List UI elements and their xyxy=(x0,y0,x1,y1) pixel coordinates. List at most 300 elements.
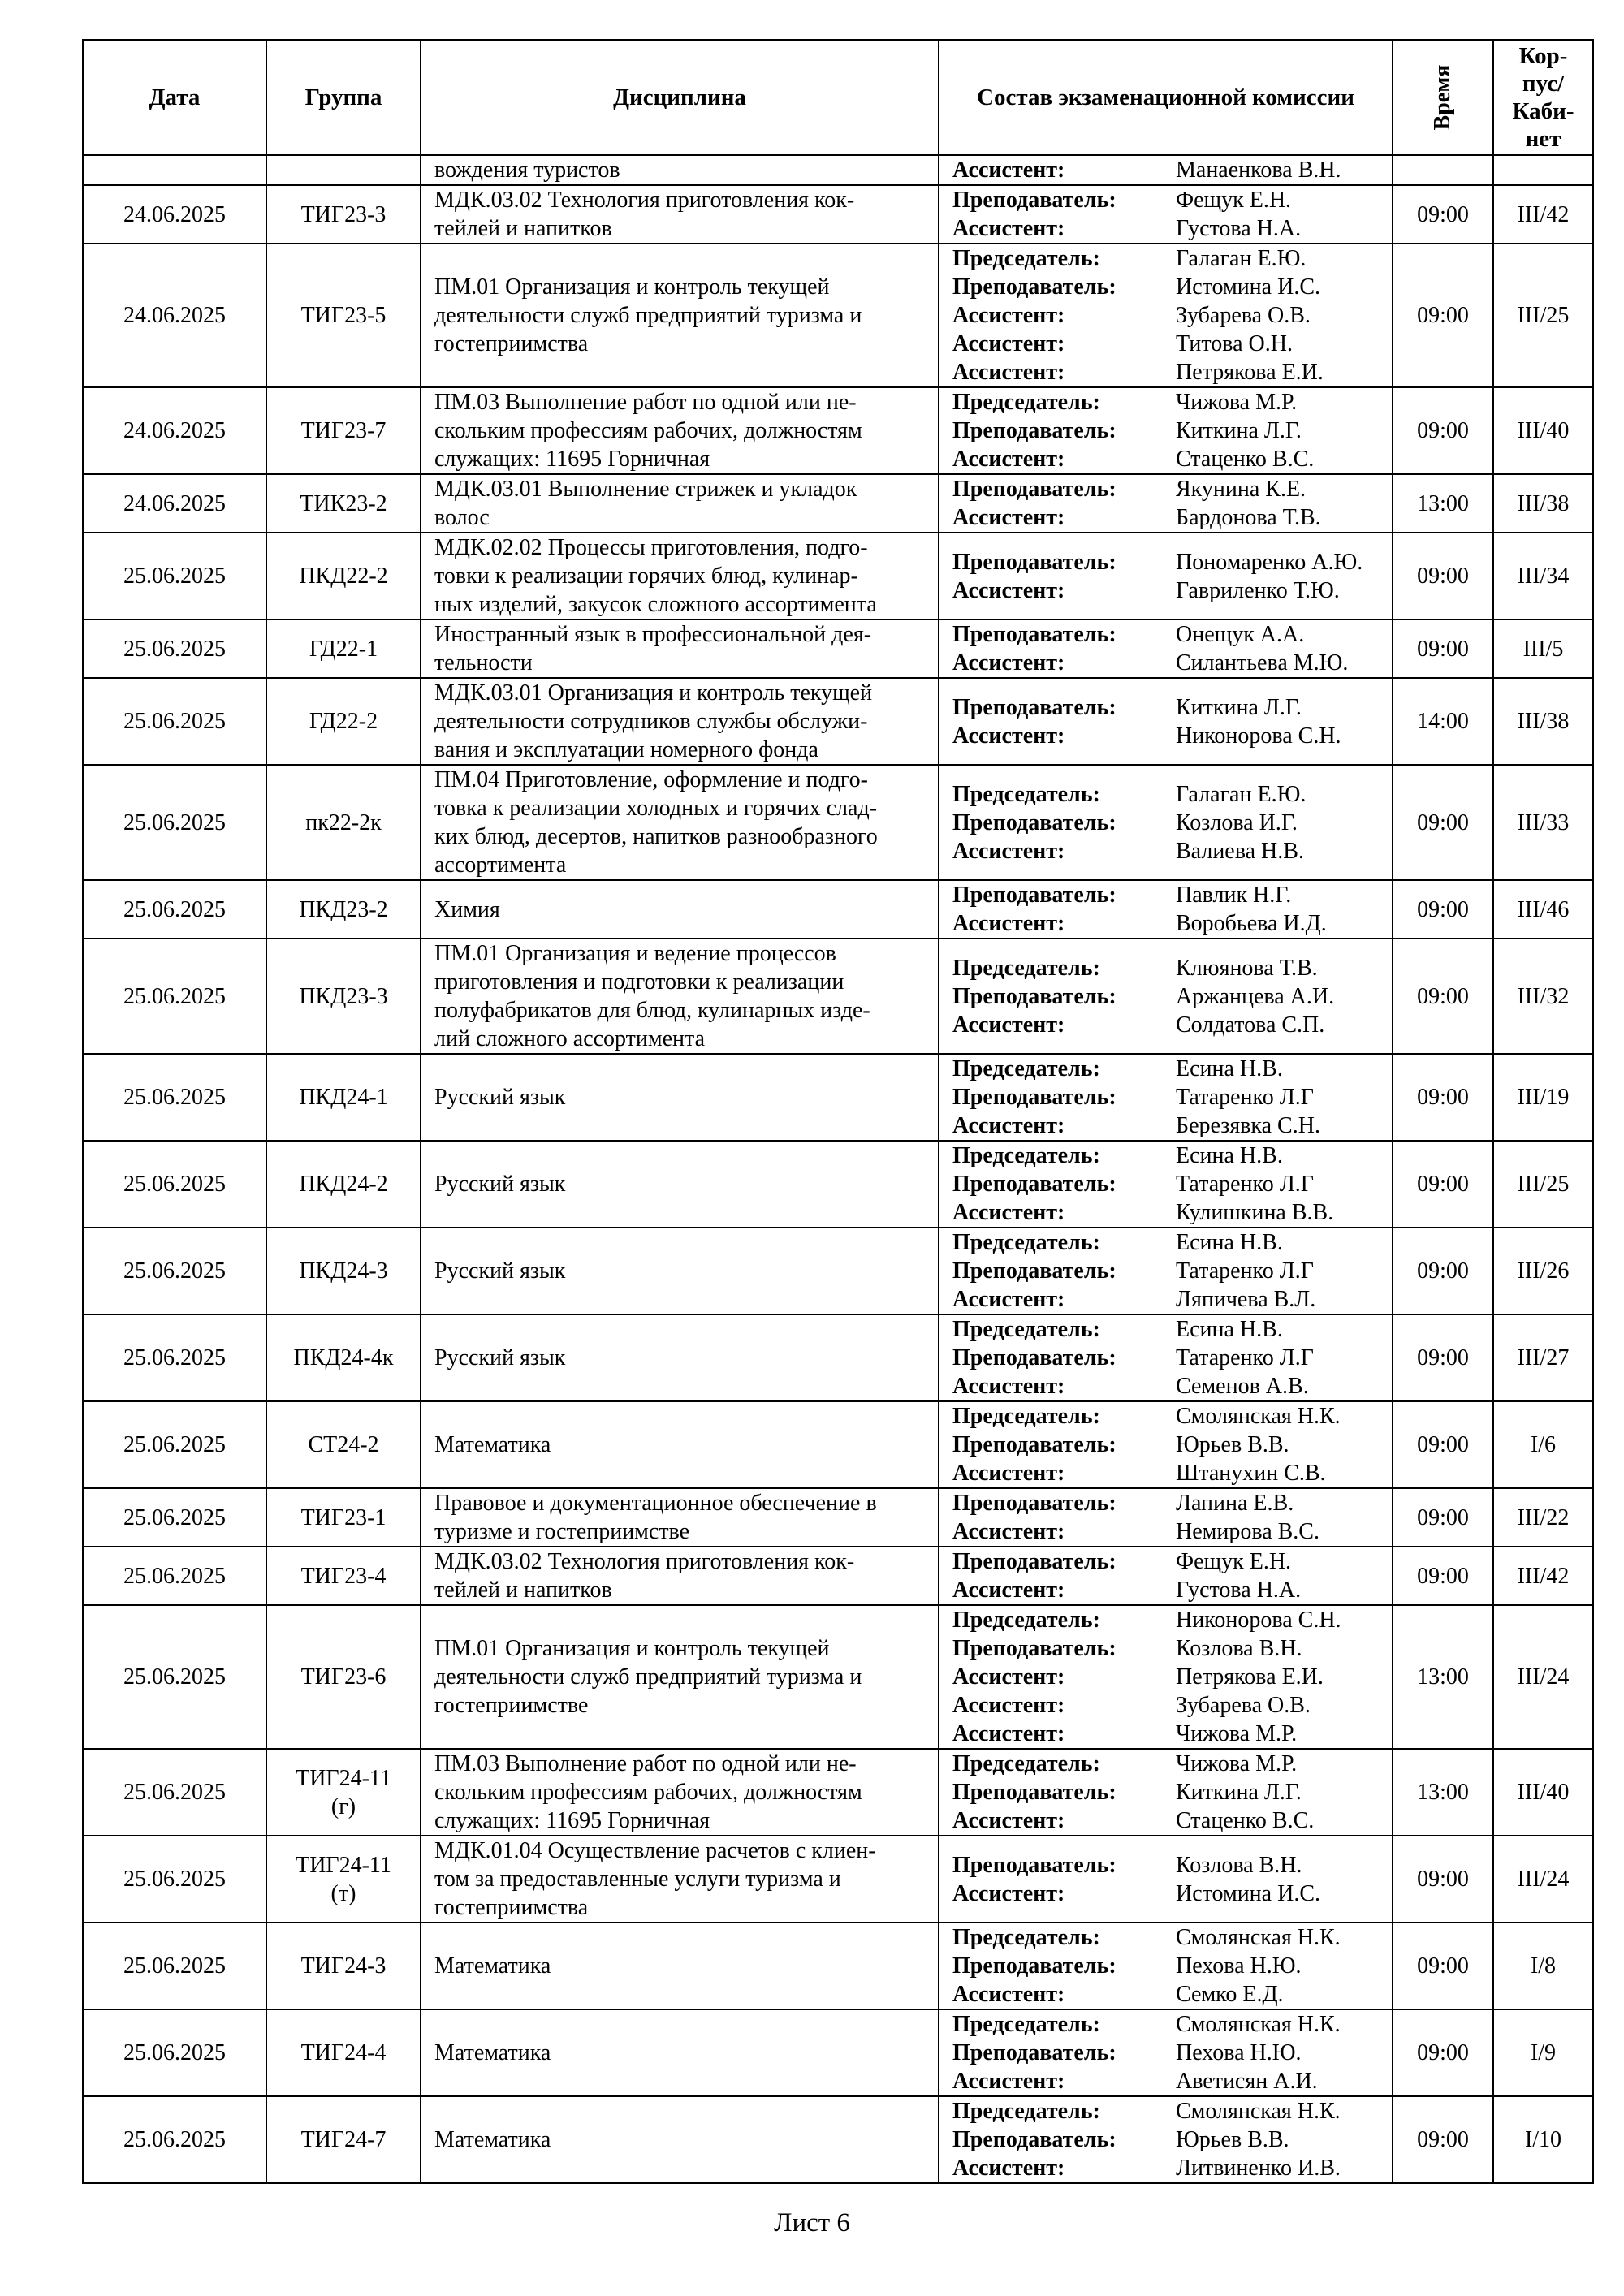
discipline-line: гостеприимства xyxy=(434,1895,589,1920)
member-name: Татаренко Л.Г xyxy=(1176,1172,1314,1197)
group-cell xyxy=(266,939,421,1054)
discipline-cell xyxy=(421,1923,939,2009)
time-cell xyxy=(1393,1749,1493,1836)
member-role: Ассистент: xyxy=(952,650,1065,675)
room-text: III/27 xyxy=(1517,1345,1570,1370)
discipline-line: тейлей и напитков xyxy=(434,216,612,241)
discipline-line: полуфабрикатов для блюд, кулинарных изде- xyxy=(434,998,870,1023)
member-role: Председатель: xyxy=(952,1230,1100,1255)
group-text: ГД22-1 xyxy=(309,636,378,662)
date-text: 25.06.2025 xyxy=(123,1953,226,1979)
room-text: I/10 xyxy=(1524,2127,1562,2152)
commission-member xyxy=(952,881,1392,909)
commission-member xyxy=(952,1880,1392,1908)
discipline-line: МДК.03.01 Выполнение стрижек и укладок xyxy=(434,477,857,502)
member-name: Истомина И.С. xyxy=(1176,1880,1320,1906)
room-cell xyxy=(1493,1605,1593,1749)
member-role: Ассистент: xyxy=(952,1721,1065,1746)
commission-member xyxy=(952,301,1392,330)
date-text: 25.06.2025 xyxy=(123,1504,226,1530)
group-text: ТИГ24-11 xyxy=(296,1765,391,1791)
member-name: Павлик Н.Г. xyxy=(1176,883,1292,908)
member-role: Ассистент: xyxy=(952,303,1065,328)
room-text: III/42 xyxy=(1517,201,1570,227)
time-text: 09:00 xyxy=(1417,2040,1469,2065)
member-name: Юрьев В.В. xyxy=(1176,2127,1289,2152)
member-name: Чижова М.Р. xyxy=(1176,1751,1298,1776)
commission-member xyxy=(952,1489,1392,1517)
member-name: Галаган Е.Ю. xyxy=(1176,781,1307,807)
discipline-line: ПМ.03 Выполнение работ по одной или не- xyxy=(434,1751,857,1776)
member-role: Ассистент: xyxy=(952,1012,1065,1038)
discipline-line: том за предоставленные услуги туризма и xyxy=(434,1867,841,1892)
commission-member xyxy=(952,358,1392,386)
commission-member xyxy=(952,1257,1392,1285)
discipline-line: вождения туристов xyxy=(434,158,620,183)
group-cell xyxy=(266,1228,421,1314)
table-row xyxy=(83,155,1593,185)
commission-cell xyxy=(939,1605,1393,1749)
member-name: Зубарева О.В. xyxy=(1176,1693,1311,1718)
commission-member xyxy=(952,1111,1392,1140)
table-row xyxy=(83,880,1593,939)
date-text: 25.06.2025 xyxy=(123,1258,226,1284)
commission-cell xyxy=(939,1228,1393,1314)
commission-member xyxy=(952,2010,1392,2039)
time-text: 09:00 xyxy=(1417,2127,1469,2152)
member-name: Чижова М.Р. xyxy=(1176,390,1298,415)
member-role: Ассистент: xyxy=(952,1374,1065,1399)
discipline-line: служащих: 11695 Горничная xyxy=(434,447,710,472)
room-cell xyxy=(1493,880,1593,939)
room-cell xyxy=(1493,1923,1593,2009)
room-cell xyxy=(1493,474,1593,533)
discipline-line: деятельности служб предприятий туризма и xyxy=(434,303,862,328)
commission-cell xyxy=(939,387,1393,474)
group-text: ТИГ23-7 xyxy=(300,418,387,443)
member-name: Есина Н.В. xyxy=(1176,1056,1283,1081)
commission-cell xyxy=(939,244,1393,387)
discipline-line: Русский язык xyxy=(434,1345,566,1370)
member-role: Ассистент: xyxy=(952,1982,1065,2007)
discipline-cell xyxy=(421,1141,939,1228)
commission-cell xyxy=(939,1547,1393,1605)
member-name: Валиева Н.В. xyxy=(1176,838,1304,864)
time-cell xyxy=(1393,1547,1493,1605)
group-text: ТИГ23-1 xyxy=(300,1504,387,1530)
date-cell xyxy=(83,2096,266,2183)
commission-cell xyxy=(939,1836,1393,1923)
commission-member xyxy=(952,576,1392,605)
member-role: Председатель: xyxy=(952,1056,1100,1081)
date-text: 25.06.2025 xyxy=(123,896,226,922)
header-group: Группа xyxy=(266,40,421,155)
commission-cell xyxy=(939,1749,1393,1836)
table-row xyxy=(83,765,1593,880)
group-cell xyxy=(266,2096,421,2183)
commission-member xyxy=(952,548,1392,576)
group-cell xyxy=(266,1401,421,1488)
discipline-line: гостеприимства xyxy=(434,331,589,356)
header-commission: Состав экзаменационной комиссии xyxy=(939,40,1393,155)
group-text: ТИГ24-11 xyxy=(296,1852,391,1878)
room-text: III/46 xyxy=(1517,896,1570,922)
discipline-cell xyxy=(421,533,939,619)
room-text: III/25 xyxy=(1517,1172,1570,1197)
member-name: Якунина К.Е. xyxy=(1176,477,1307,502)
member-role: Ассистент: xyxy=(952,360,1065,385)
date-text: 25.06.2025 xyxy=(123,1345,226,1370)
date-cell xyxy=(83,1141,266,1228)
member-role: Преподаватель: xyxy=(952,622,1116,647)
member-name: Фещук Е.Н. xyxy=(1176,1549,1292,1574)
member-name: Лапина Е.В. xyxy=(1176,1491,1294,1516)
date-cell xyxy=(83,1836,266,1923)
member-role: Преподаватель: xyxy=(952,418,1116,443)
member-role: Преподаватель: xyxy=(952,1549,1116,1574)
member-role: Преподаватель: xyxy=(952,883,1116,908)
group-cell xyxy=(266,1141,421,1228)
commission-member xyxy=(952,2154,1392,2182)
discipline-cell xyxy=(421,1401,939,1488)
commission-member xyxy=(952,1634,1392,1663)
member-role: Преподаватель: xyxy=(952,1345,1116,1370)
room-cell xyxy=(1493,1836,1593,1923)
time-cell xyxy=(1393,244,1493,387)
room-text: III/22 xyxy=(1517,1504,1570,1530)
time-cell xyxy=(1393,2009,1493,2096)
commission-member xyxy=(952,1372,1392,1400)
time-cell xyxy=(1393,1488,1493,1547)
member-name: Стаценко В.С. xyxy=(1176,447,1315,472)
group-cell xyxy=(266,678,421,765)
commission-member xyxy=(952,1778,1392,1806)
member-role: Преподаватель: xyxy=(952,1085,1116,1110)
discipline-line: гостеприимстве xyxy=(434,1693,589,1718)
member-name: Никонорова С.Н. xyxy=(1176,1608,1341,1633)
time-text: 09:00 xyxy=(1417,1085,1469,1110)
discipline-line: МДК.02.02 Процессы приготовления, подго- xyxy=(434,535,868,560)
room-text: I/8 xyxy=(1530,1953,1557,1979)
member-role: Преподаватель: xyxy=(952,1258,1116,1284)
member-role: Ассистент: xyxy=(952,838,1065,864)
time-text: 09:00 xyxy=(1417,418,1469,443)
time-text: 09:00 xyxy=(1417,303,1469,328)
member-role: Преподаватель: xyxy=(952,1432,1116,1457)
member-name: Галаган Е.Ю. xyxy=(1176,246,1307,271)
room-cell xyxy=(1493,1488,1593,1547)
time-cell xyxy=(1393,939,1493,1054)
group-cell xyxy=(266,619,421,678)
date-cell xyxy=(83,387,266,474)
member-name: Чижова М.Р. xyxy=(1176,1721,1298,1746)
group-cell xyxy=(266,387,421,474)
discipline-line: Иностранный язык в профессиональной дея- xyxy=(434,622,872,647)
member-role: Преподаватель: xyxy=(952,1780,1116,1805)
discipline-cell xyxy=(421,2096,939,2183)
member-role: Преподаватель: xyxy=(952,1636,1116,1661)
date-cell xyxy=(83,1923,266,2009)
date-text: 24.06.2025 xyxy=(123,418,226,443)
commission-member xyxy=(952,649,1392,677)
member-role: Преподаватель: xyxy=(952,694,1116,720)
date-cell xyxy=(83,1228,266,1314)
date-text: 25.06.2025 xyxy=(123,709,226,734)
header-room-line: Кор- xyxy=(1518,43,1568,69)
discipline-cell xyxy=(421,880,939,939)
commission-cell xyxy=(939,2009,1393,2096)
group-text: ПКД24-4к xyxy=(293,1345,394,1370)
commission-member xyxy=(952,1459,1392,1487)
commission-member xyxy=(952,620,1392,649)
member-name: Есина Н.В. xyxy=(1176,1143,1283,1168)
commission-member xyxy=(952,1402,1392,1431)
member-role: Ассистент: xyxy=(952,331,1065,356)
member-role: Преподаватель: xyxy=(952,477,1116,502)
member-name: Смолянская Н.К. xyxy=(1176,1404,1341,1429)
discipline-cell xyxy=(421,474,939,533)
header-time-cell xyxy=(1393,40,1493,155)
time-text: 09:00 xyxy=(1417,1953,1469,1979)
group-cell xyxy=(266,244,421,387)
commission-member xyxy=(952,186,1392,214)
group-text: ТИК23-2 xyxy=(300,490,387,516)
member-name: Татаренко Л.Г xyxy=(1176,1345,1314,1370)
group-text: ПКД24-2 xyxy=(299,1172,388,1197)
member-role: Председатель: xyxy=(952,2099,1100,2124)
member-name: Смолянская Н.К. xyxy=(1176,2012,1341,2037)
member-role: Ассистент: xyxy=(952,1113,1065,1138)
room-cell xyxy=(1493,765,1593,880)
commission-member xyxy=(952,722,1392,750)
date-text: 24.06.2025 xyxy=(123,490,226,516)
member-role: Преподаватель: xyxy=(952,2040,1116,2065)
date-cell xyxy=(83,1054,266,1141)
member-name: Клюянова Т.В. xyxy=(1176,955,1318,981)
time-text: 09:00 xyxy=(1417,1432,1469,1457)
member-name: Немирова В.С. xyxy=(1176,1519,1320,1544)
time-cell xyxy=(1393,678,1493,765)
group-cell xyxy=(266,1923,421,2009)
member-name: Зубарева О.В. xyxy=(1176,303,1311,328)
table-row xyxy=(83,533,1593,619)
member-name: Козлова И.Г. xyxy=(1176,809,1298,835)
commission-cell xyxy=(939,1401,1393,1488)
room-cell xyxy=(1493,1547,1593,1605)
commission-member xyxy=(952,1691,1392,1720)
time-cell xyxy=(1393,1054,1493,1141)
room-cell xyxy=(1493,1054,1593,1141)
date-cell xyxy=(83,185,266,244)
commission-member xyxy=(952,982,1392,1011)
member-role: Преподаватель: xyxy=(952,1172,1116,1197)
room-cell xyxy=(1493,244,1593,387)
time-cell xyxy=(1393,155,1493,185)
date-text: 25.06.2025 xyxy=(123,1780,226,1805)
commission-member xyxy=(952,214,1392,243)
commission-member xyxy=(952,1228,1392,1257)
member-role: Преподаватель: xyxy=(952,809,1116,835)
header-room xyxy=(1493,40,1593,155)
room-text: III/24 xyxy=(1517,1867,1570,1892)
date-cell xyxy=(83,155,266,185)
discipline-line: МДК.01.04 Осуществление расчетов с клиен- xyxy=(434,1838,876,1863)
time-cell xyxy=(1393,619,1493,678)
room-cell xyxy=(1493,155,1593,185)
member-name: Манаенкова В.Н. xyxy=(1176,158,1341,183)
date-cell xyxy=(83,2009,266,2096)
discipline-cell xyxy=(421,619,939,678)
date-cell xyxy=(83,765,266,880)
member-role: Ассистент: xyxy=(952,1693,1065,1718)
group-text: (т) xyxy=(330,1880,356,1906)
group-text: ТИГ23-3 xyxy=(300,201,387,227)
time-cell xyxy=(1393,1228,1493,1314)
discipline-line: Химия xyxy=(434,896,500,922)
discipline-cell xyxy=(421,1228,939,1314)
room-cell xyxy=(1493,1749,1593,1836)
time-text: 09:00 xyxy=(1417,1258,1469,1284)
discipline-line: Русский язык xyxy=(434,1085,566,1110)
member-role: Председатель: xyxy=(952,246,1100,271)
member-role: Ассистент: xyxy=(952,447,1065,472)
commission-cell xyxy=(939,474,1393,533)
group-text: (г) xyxy=(330,1793,356,1819)
member-role: Ассистент: xyxy=(952,158,1065,183)
time-cell xyxy=(1393,185,1493,244)
discipline-line: МДК.03.02 Технология приготовления кок- xyxy=(434,1549,855,1574)
discipline-cell xyxy=(421,387,939,474)
table-row xyxy=(83,1605,1593,1749)
commission-member xyxy=(952,954,1392,982)
discipline-line: туризме и гостеприимстве xyxy=(434,1519,690,1544)
date-cell xyxy=(83,678,266,765)
commission-member xyxy=(952,1952,1392,1980)
member-role: Председатель: xyxy=(952,955,1100,981)
discipline-line: товка к реализации холодных и горячих слад- xyxy=(434,796,878,821)
commission-cell xyxy=(939,619,1393,678)
time-text: 09:00 xyxy=(1417,983,1469,1009)
group-cell xyxy=(266,1547,421,1605)
discipline-line: Математика xyxy=(434,1953,551,1979)
group-text: ТИГ23-4 xyxy=(300,1563,387,1589)
member-name: Есина Н.В. xyxy=(1176,1317,1283,1342)
discipline-line: Математика xyxy=(434,2040,551,2065)
member-name: Киткина Л.Г. xyxy=(1176,418,1302,443)
member-name: Пехова Н.Ю. xyxy=(1176,2040,1302,2065)
table-row xyxy=(83,1488,1593,1547)
room-cell xyxy=(1493,2096,1593,2183)
commission-member xyxy=(952,1806,1392,1835)
member-name: Пехова Н.Ю. xyxy=(1176,1953,1302,1979)
group-text: ПКД24-1 xyxy=(299,1085,388,1110)
member-name: Татаренко Л.Г xyxy=(1176,1258,1314,1284)
room-cell xyxy=(1493,939,1593,1054)
group-cell xyxy=(266,880,421,939)
member-role: Преподаватель: xyxy=(952,549,1116,575)
commission-member xyxy=(952,809,1392,837)
date-cell xyxy=(83,1605,266,1749)
time-text: 09:00 xyxy=(1417,1504,1469,1530)
date-text: 24.06.2025 xyxy=(123,201,226,227)
commission-member xyxy=(952,273,1392,301)
commission-member xyxy=(952,1606,1392,1634)
room-text: III/26 xyxy=(1517,1258,1570,1284)
date-text: 25.06.2025 xyxy=(123,2040,226,2065)
room-text: III/25 xyxy=(1517,303,1570,328)
time-cell xyxy=(1393,1401,1493,1488)
group-cell xyxy=(266,1749,421,1836)
room-text: I/9 xyxy=(1530,2040,1557,2065)
discipline-line: ассортимента xyxy=(434,852,567,878)
date-cell xyxy=(83,533,266,619)
commission-cell xyxy=(939,678,1393,765)
member-role: Преподаватель: xyxy=(952,188,1116,213)
room-text: III/24 xyxy=(1517,1664,1570,1690)
room-text: III/32 xyxy=(1517,983,1570,1009)
member-name: Семко Е.Д. xyxy=(1176,1982,1284,2007)
group-cell xyxy=(266,1488,421,1547)
member-name: Юрьев В.В. xyxy=(1176,1432,1289,1457)
table-row xyxy=(83,2009,1593,2096)
commission-cell xyxy=(939,155,1393,185)
member-role: Председатель: xyxy=(952,781,1100,807)
commission-cell xyxy=(939,1923,1393,2009)
date-cell xyxy=(83,1401,266,1488)
member-name: Никонорова С.Н. xyxy=(1176,723,1341,749)
group-text: ГД22-2 xyxy=(309,709,378,734)
date-text: 25.06.2025 xyxy=(123,1432,226,1457)
time-text: 13:00 xyxy=(1417,1780,1469,1805)
member-name: Титова О.Н. xyxy=(1176,331,1293,356)
time-text: 09:00 xyxy=(1417,1867,1469,1892)
member-role: Ассистент: xyxy=(952,505,1065,530)
table-row xyxy=(83,2096,1593,2183)
commission-member xyxy=(952,1431,1392,1459)
member-name: Гавриленко Т.Ю. xyxy=(1176,577,1340,603)
discipline-line: ПМ.03 Выполнение работ по одной или не- xyxy=(434,390,857,415)
time-text: 13:00 xyxy=(1417,490,1469,516)
commission-member xyxy=(952,2067,1392,2095)
commission-member xyxy=(952,693,1392,722)
member-name: Густова Н.А. xyxy=(1176,216,1302,241)
discipline-cell xyxy=(421,155,939,185)
commission-member xyxy=(952,1980,1392,2009)
member-role: Преподаватель: xyxy=(952,274,1116,300)
time-text: 09:00 xyxy=(1417,1345,1469,1370)
commission-member xyxy=(952,2039,1392,2067)
time-cell xyxy=(1393,765,1493,880)
commission-cell xyxy=(939,185,1393,244)
member-name: Аветисян А.И. xyxy=(1176,2069,1318,2094)
commission-member xyxy=(952,1285,1392,1314)
member-name: Онещук А.А. xyxy=(1176,622,1305,647)
header-discipline: Дисциплина xyxy=(421,40,939,155)
discipline-line: скольким профессиям рабочих, должностям xyxy=(434,418,862,443)
page-footer: Лист 6 xyxy=(774,2208,850,2238)
date-cell xyxy=(83,939,266,1054)
time-cell xyxy=(1393,1141,1493,1228)
member-name: Густова Н.А. xyxy=(1176,1577,1302,1603)
date-cell xyxy=(83,474,266,533)
discipline-cell xyxy=(421,765,939,880)
room-text: III/42 xyxy=(1517,1563,1570,1589)
time-text: 09:00 xyxy=(1417,1563,1469,1589)
commission-member xyxy=(952,1750,1392,1778)
discipline-cell xyxy=(421,1314,939,1401)
member-role: Преподаватель: xyxy=(952,1491,1116,1516)
discipline-line: деятельности сотрудников службы обслужи- xyxy=(434,709,868,734)
